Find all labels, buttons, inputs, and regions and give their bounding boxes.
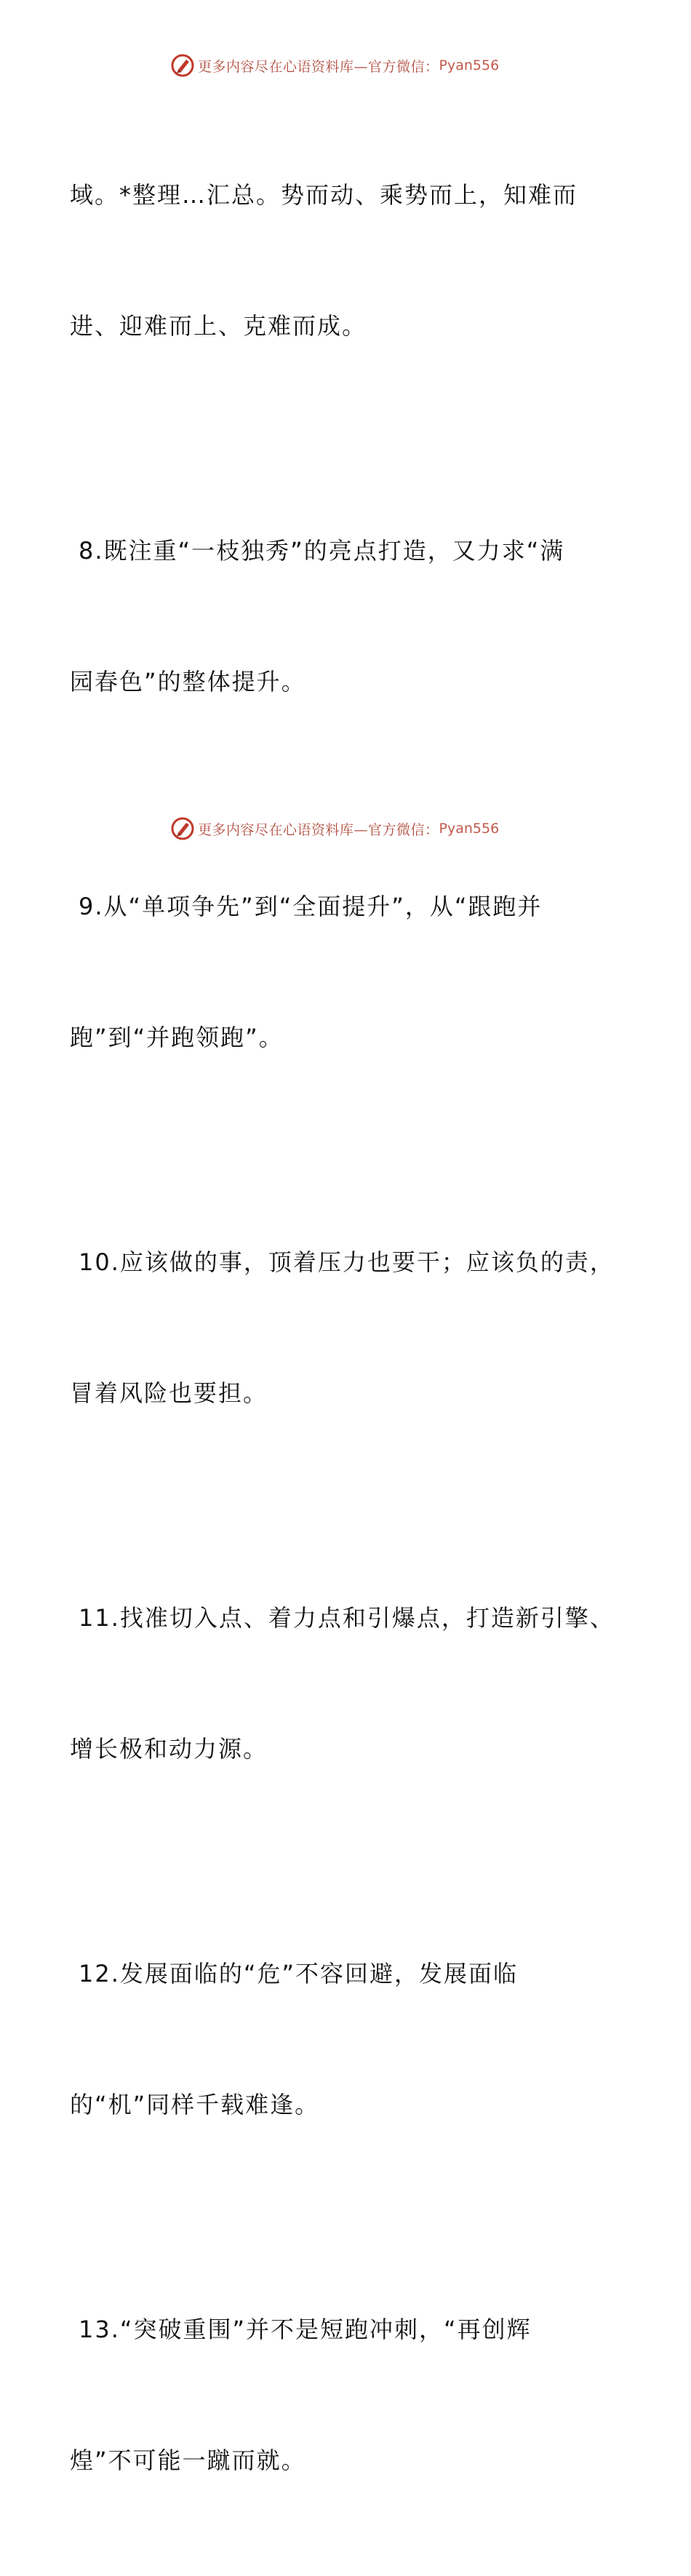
- text-line: 跑”到“并跑领跑”。: [70, 1024, 284, 1051]
- text-line: 增长极和动力源。: [70, 1735, 268, 1763]
- text-line: 11.找准切入点、着力点和引爆点，打造新引擎、: [79, 1604, 615, 1632]
- text-line: 进、迎难而上、克难而成。: [70, 312, 367, 340]
- header-watermark: [170, 52, 499, 79]
- text-line: 园春色”的整体提升。: [70, 668, 306, 695]
- paragraph-item-9: [70, 797, 623, 1147]
- paragraph-item-11: [70, 1509, 623, 1858]
- text-line: 的“机”同样千载难逢。: [70, 2091, 320, 2118]
- footer-watermark: [170, 816, 499, 842]
- text-line: 煌”不可能一蹴而就。: [70, 2447, 306, 2474]
- watermark-handle: Pyan556: [439, 57, 500, 73]
- text-line: 12.发展面临的“危”不容回避，发展面临: [79, 1960, 519, 1987]
- document-body: [70, 86, 623, 2576]
- paragraph-continuation: [70, 86, 623, 435]
- pen-logo-icon: [170, 816, 195, 841]
- text-line: 冒着风险也要担。: [70, 1379, 268, 1407]
- paragraph-item-8: [70, 442, 623, 791]
- watermark-text: 更多内容尽在心语资料库—官方微信：: [198, 58, 439, 75]
- text-line: 域。*整理…汇总。势而动、乘势而上，知难而: [70, 181, 578, 209]
- paragraph-item-12: [70, 1865, 623, 2214]
- text-line: 9.从“单项争先”到“全面提升”，从“跟跑并: [79, 893, 543, 920]
- paragraph-item-13: [70, 2220, 623, 2569]
- paragraph-item-10: [70, 1153, 623, 1502]
- watermark-handle: Pyan556: [439, 821, 500, 837]
- text-line: 10.应该做的事，顶着压力也要干；应该负的责，: [79, 1248, 615, 1276]
- pen-logo-icon: [170, 53, 195, 78]
- text-line: 8.既注重“一枝独秀”的亮点打造，又力求“满: [79, 537, 565, 565]
- watermark-text: 更多内容尽在心语资料库—官方微信：: [198, 821, 439, 838]
- text-line: 13.“突破重围”并不是短跑冲刺，“再创辉: [79, 2316, 532, 2343]
